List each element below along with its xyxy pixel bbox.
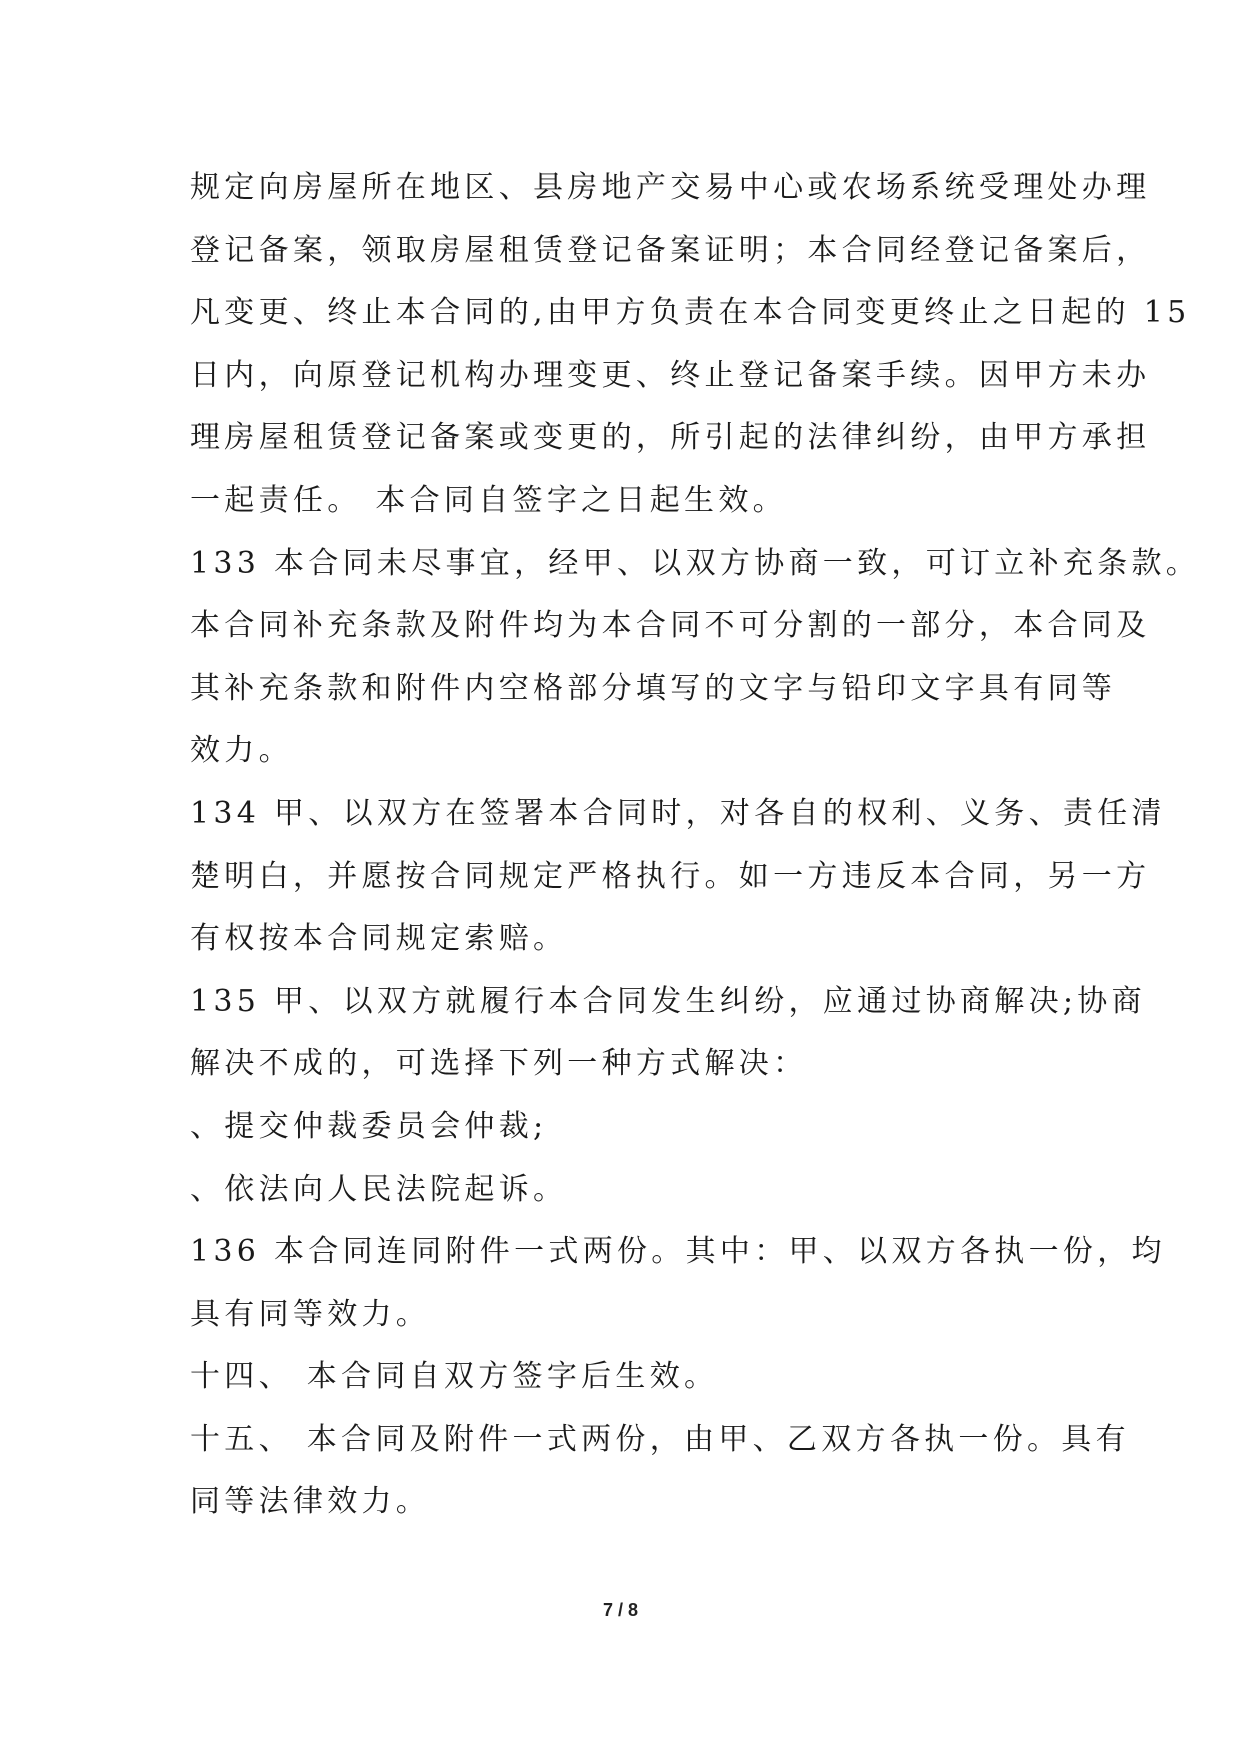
- text-line: 134 甲、以双方在签署本合同时，对各自的权利、义务、责任清: [190, 795, 1166, 831]
- text-line: 十五、 本合同及附件一式两份，由甲、乙双方各执一份。具有: [190, 1421, 1130, 1457]
- text-line: 楚明白，并愿按合同规定严格执行。如一方违反本合同，另一方: [190, 858, 1151, 894]
- text-line: 凡变更、终止本合同的,由甲方负责在本合同变更终止之日起的 15: [190, 295, 1191, 331]
- page-number: 7 / 8: [602, 1600, 639, 1620]
- text-line: 具有同等效力。: [190, 1296, 431, 1332]
- text-line: 、依法向人民法院起诉。: [190, 1171, 568, 1207]
- text-line: 同等法律效力。: [190, 1484, 431, 1520]
- body-text: [190, 157, 1201, 1534]
- text-line: 日内，向原登记机构办理变更、终止登记备案手续。因甲方未办: [190, 357, 1151, 393]
- text-line: 136 本合同连同附件一式两份。其中：甲、以双方各执一份，均: [190, 1234, 1166, 1270]
- text-line: 133 本合同未尽事宜，经甲、以双方协商一致，可订立补充条款。: [190, 545, 1201, 581]
- text-line: 理房屋租赁登记备案或变更的，所引起的法律纠纷，由甲方承担: [190, 420, 1151, 456]
- text-line: 效力。: [190, 733, 293, 769]
- text-line: 一起责任。 本合同自签字之日起生效。: [190, 482, 787, 518]
- text-line: 十四、 本合同自双方签字后生效。: [190, 1359, 719, 1395]
- text-line: 有权按本合同规定索赔。: [190, 921, 568, 957]
- text-line: 、提交仲裁委员会仲裁;: [190, 1108, 548, 1144]
- text-line: 解决不成的，可选择下列一种方式解决：: [190, 1046, 808, 1082]
- text-line: 登记备案，领取房屋租赁登记备案证明；本合同经登记备案后，: [190, 232, 1151, 268]
- text-line: 本合同补充条款及附件均为本合同不可分割的一部分，本合同及: [190, 608, 1151, 644]
- text-line: 135 甲、以双方就履行本合同发生纠纷，应通过协商解决;协商: [190, 983, 1146, 1019]
- text-line: 规定向房屋所在地区、县房地产交易中心或农场系统受理处办理: [190, 170, 1151, 205]
- text-line: 其补充条款和附件内空格部分填写的文字与铅印文字具有同等: [190, 670, 1117, 706]
